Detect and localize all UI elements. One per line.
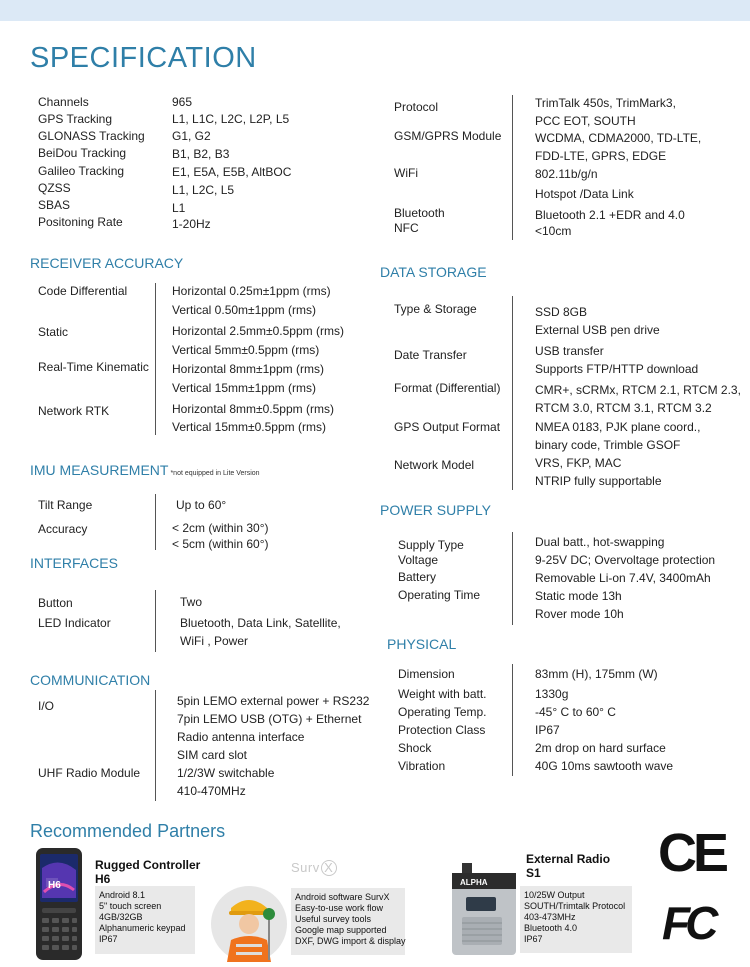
spec-value: 802.11b/g/n [535, 167, 598, 181]
spec-value: 9-25V DC; Overvoltage protection [535, 553, 716, 567]
spec-line: IP67 [99, 934, 118, 944]
partner-name-line: Rugged Controller [95, 858, 201, 872]
spec-label: Type & Storage [394, 302, 477, 316]
spec-value: 965 [172, 95, 193, 109]
partner-name-line: H6 [95, 872, 111, 886]
spec-label: Operating Time [398, 588, 481, 602]
divider [155, 283, 156, 435]
spec-line: Useful survey tools [295, 914, 372, 924]
spec-label: WiFi [394, 166, 418, 180]
spec-label: Operating Temp. [398, 705, 487, 719]
spec-label: Voltage [398, 553, 439, 567]
controller-device-image [34, 848, 84, 960]
spec-label: Protocol [394, 100, 439, 114]
spec-value: Vertical 0.50m±1ppm (rms) [172, 303, 316, 317]
spec-label: GPS Output Format [394, 420, 501, 434]
spec-value: Horizontal 2.5mm±0.5ppm (rms) [172, 324, 344, 338]
spec-value: NTRIP fully supportable [535, 474, 662, 488]
controller-specs [95, 886, 195, 954]
spec-value: 1-20Hz [172, 217, 211, 231]
section-title: POWER SUPPLY [380, 502, 491, 518]
spec-label: Date Transfer [394, 348, 467, 362]
divider [512, 95, 513, 240]
section-title: PHYSICAL [387, 636, 457, 652]
divider [155, 590, 156, 652]
spec-value: Vertical 5mm±0.5ppm (rms) [172, 343, 320, 357]
spec-label: Network Model [394, 458, 475, 472]
spec-value: IP67 [535, 723, 560, 737]
spec-value: 410-470MHz [177, 784, 246, 798]
spec-value: Vertical 15mm±0.5ppm (rms) [172, 420, 326, 434]
footnote: *not equipped in Lite Version [170, 470, 260, 477]
spec-value: FDD-LTE, GPRS, EDGE [535, 149, 667, 163]
spec-label: Battery [398, 570, 437, 584]
spec-value: SIM card slot [177, 748, 248, 762]
spec-label: GPS Tracking [38, 112, 113, 126]
divider [155, 494, 156, 550]
spec-value: 1330g [535, 687, 569, 701]
spec-value: USB transfer [535, 344, 604, 358]
divider [512, 664, 513, 776]
spec-line: 403-473MHz [524, 912, 576, 922]
spec-value: < 2cm (within 30°) [172, 521, 269, 535]
spec-label: QZSS [38, 181, 71, 195]
spec-value: 40G 10ms sawtooth wave [535, 759, 674, 773]
spec-value: Up to 60° [176, 498, 227, 512]
spec-label: BeiDou Tracking [38, 146, 127, 160]
spec-value: binary code, Trimble GSOF [535, 438, 681, 452]
top-banner [0, 0, 750, 21]
section-title: INTERFACES [30, 555, 118, 571]
spec-value: Bluetooth, Data Link, Satellite, [180, 616, 341, 630]
radio-specs [520, 886, 632, 953]
partner-name [95, 858, 200, 886]
spec-value: NMEA 0183, PJK plane coord., [535, 420, 701, 434]
spec-value: Supports FTP/HTTP download [535, 362, 699, 376]
spec-value: Horizontal 8mm±1ppm (rms) [172, 362, 324, 376]
spec-value: L1 [172, 201, 186, 215]
spec-label: Positoning Rate [38, 215, 123, 229]
spec-label: Weight with batt. [398, 687, 487, 701]
divider [512, 296, 513, 490]
spec-value: Two [180, 595, 203, 609]
survx-logo [291, 860, 337, 876]
spec-label: Bluetooth [394, 206, 445, 220]
spec-line: Android software SurvX [295, 892, 390, 902]
spec-value: 7pin LEMO USB (OTG) + Ethernet [177, 712, 362, 726]
partner-name [526, 852, 610, 880]
spec-value: RTCM 3.0, RTCM 3.1, RTCM 3.2 [535, 401, 712, 415]
spec-label: Code Differential [38, 284, 128, 298]
logo-x: X [321, 860, 337, 876]
divider [155, 690, 156, 801]
page-title: SPECIFICATION [30, 42, 257, 74]
spec-label: Shock [398, 741, 432, 755]
section-title: RECEIVER ACCURACY [30, 255, 184, 271]
spec-label: SBAS [38, 198, 71, 212]
spec-line: SOUTH/Trimtalk Protocol [524, 901, 626, 911]
spec-value: G1, G2 [172, 129, 211, 143]
spec-label: Channels [38, 95, 89, 109]
spec-value: VRS, FKP, MAC [535, 456, 622, 470]
divider [512, 532, 513, 625]
spec-label: Tilt Range [38, 498, 93, 512]
device-screen-label: H6 [48, 880, 61, 891]
spec-value: PCC EOT, SOUTH [535, 114, 636, 128]
spec-value: Horizontal 8mm±0.5ppm (rms) [172, 402, 334, 416]
spec-value: Removable Li-on 7.4V, 3400mAh [535, 571, 711, 585]
spec-value: TrimTalk 450s, TrimMark3, [535, 96, 676, 110]
spec-value: E1, E5A, E5B, AltBOC [172, 165, 292, 179]
spec-line: DXF, DWG import & display [295, 936, 406, 946]
spec-value: Rover mode 10h [535, 607, 624, 621]
spec-value: Vertical 15mm±1ppm (rms) [172, 381, 316, 395]
spec-value: CMR+, sCRMx, RTCM 2.1, RTCM 2.3, [535, 383, 741, 397]
spec-value: 5pin LEMO external power + RS232 [177, 694, 370, 708]
spec-value: Dual batt., hot-swapping [535, 535, 665, 549]
spec-label: Protection Class [398, 723, 486, 737]
spec-line: Alphanumeric keypad [99, 923, 186, 933]
spec-label: I/O [38, 699, 55, 713]
fcc-logo: FC [662, 897, 714, 949]
ce-mark-logo: CE [658, 823, 726, 883]
spec-line: Bluetooth 4.0 [524, 923, 578, 933]
spec-value: Hotspot /Data Link [535, 187, 634, 201]
spec-value: L1, L1C, L2C, L2P, L5 [172, 112, 290, 126]
spec-label: GSM/GPRS Module [394, 129, 502, 143]
external-radio-image [448, 863, 520, 955]
spec-value: < 5cm (within 60°) [172, 537, 269, 551]
spec-value: 2m drop on hard surface [535, 741, 666, 755]
spec-label: GLONASS Tracking [38, 129, 145, 143]
spec-value: 1/2/3W switchable [177, 766, 275, 780]
section-title: COMMUNICATION [30, 672, 151, 688]
spec-label: Static [38, 325, 69, 339]
spec-label: LED Indicator [38, 616, 111, 630]
spec-line: 5" touch screen [99, 901, 162, 911]
spec-label: NFC [394, 221, 419, 235]
section-title-text: IMU MEASUREMENT [30, 462, 169, 478]
spec-label: Galileo Tracking [38, 164, 125, 178]
section-title [30, 462, 260, 478]
logo-text: Surv [291, 860, 320, 875]
surveyor-illustration [209, 884, 289, 962]
spec-label: Network RTK [38, 404, 110, 418]
spec-value: B1, B2, B3 [172, 147, 230, 161]
spec-value: Bluetooth 2.1 +EDR and 4.0 [535, 208, 685, 222]
spec-value: 83mm (H), 175mm (W) [535, 667, 658, 681]
spec-line: Google map supported [295, 925, 387, 935]
spec-value: External USB pen drive [535, 323, 660, 337]
spec-value: L1, L2C, L5 [172, 183, 235, 197]
spec-value: -45° C to 60° C [535, 705, 616, 719]
partner-name-line: S1 [526, 866, 541, 880]
spec-line: Android 8.1 [99, 890, 146, 900]
spec-label: Real-Time Kinematic [38, 360, 149, 374]
spec-label: Supply Type [398, 538, 464, 552]
partner-name-line: External Radio [526, 852, 611, 866]
software-specs [291, 888, 405, 955]
spec-label: UHF Radio Module [38, 766, 141, 780]
spec-value: <10cm [535, 224, 572, 238]
spec-label: Accuracy [38, 522, 88, 536]
section-title: DATA STORAGE [380, 264, 487, 280]
spec-label: Format (Differential) [394, 381, 501, 395]
spec-line: IP67 [524, 934, 543, 944]
spec-value: Radio antenna interface [177, 730, 305, 744]
spec-value: WiFi , Power [180, 634, 249, 648]
spec-line: 10/25W Output [524, 890, 585, 900]
spec-label: Dimension [398, 667, 455, 681]
partners-title: Recommended Partners [30, 821, 226, 841]
spec-line: 4GB/32GB [99, 912, 143, 922]
spec-value: SSD 8GB [535, 305, 588, 319]
radio-brand-label: ALPHA [460, 878, 488, 887]
spec-label: Vibration [398, 759, 446, 773]
spec-value: Horizontal 0.25m±1ppm (rms) [172, 284, 331, 298]
spec-value: Static mode 13h [535, 589, 622, 603]
spec-value: WCDMA, CDMA2000, TD-LTE, [535, 131, 702, 145]
spec-line: Easy-to-use work flow [295, 903, 384, 913]
spec-label: Button [38, 596, 73, 610]
